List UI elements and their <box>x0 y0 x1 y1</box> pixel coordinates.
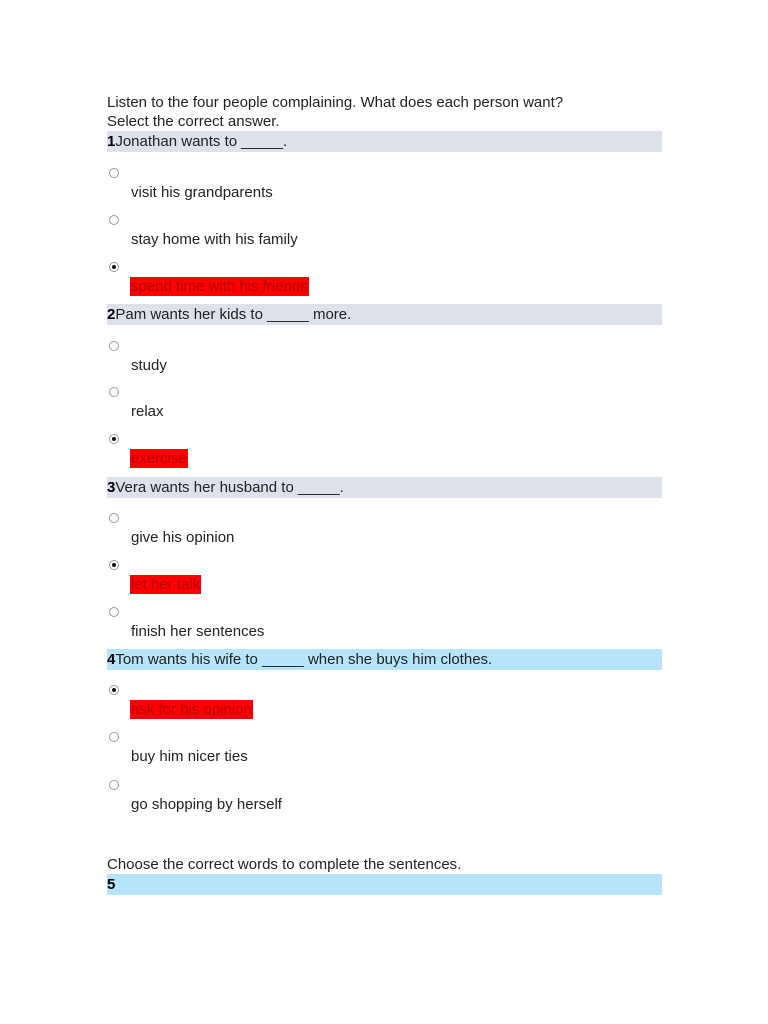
answer-option-selected[interactable] <box>107 560 662 600</box>
answer-option-selected[interactable] <box>107 262 662 302</box>
radio-button-selected[interactable] <box>109 560 119 570</box>
option-label-highlighted: spend time with his friends <box>131 278 308 295</box>
option-label: buy him nicer ties <box>131 748 248 765</box>
radio-button[interactable] <box>109 513 119 523</box>
question-header-2 <box>107 304 662 325</box>
question-prompt: Vera wants her husband to _____. <box>115 479 344 496</box>
option-label: study <box>131 357 167 374</box>
option-label: give his opinion <box>131 529 235 546</box>
question-prompt: Jonathan wants to _____. <box>115 133 288 150</box>
answer-option-selected[interactable] <box>107 685 662 725</box>
instructions <box>107 93 563 131</box>
option-label: stay home with his family <box>131 231 298 248</box>
radio-button[interactable] <box>109 387 119 397</box>
answer-option[interactable] <box>107 341 662 381</box>
answer-option[interactable] <box>107 780 662 820</box>
instructions-line-1: Listen to the four people complaining. What does each person want? <box>107 94 564 111</box>
option-label: relax <box>131 403 164 420</box>
option-label-highlighted: let her talk <box>131 576 201 593</box>
radio-button[interactable] <box>109 780 119 790</box>
question-header-5 <box>107 874 662 895</box>
radio-button[interactable] <box>109 732 119 742</box>
radio-button[interactable] <box>109 607 119 617</box>
answer-option-selected[interactable] <box>107 434 662 474</box>
question-header-3 <box>107 477 662 498</box>
question-number: 4 <box>107 651 116 668</box>
question-prompt: Pam wants her kids to _____ more. <box>115 306 352 323</box>
question-number: 2 <box>107 306 116 323</box>
question-number: 5 <box>107 876 116 893</box>
question-header-1 <box>107 131 662 152</box>
instructions-line-2: Select the correct answer. <box>107 113 280 130</box>
answer-option[interactable] <box>107 607 662 647</box>
question-prompt: Tom wants his wife to _____ when she buys him clothes. <box>115 651 493 668</box>
answer-option[interactable] <box>107 513 662 553</box>
radio-button-selected[interactable] <box>109 685 119 695</box>
section-2-instruction: Choose the correct words to complete the sentences. <box>107 856 462 873</box>
radio-button[interactable] <box>109 341 119 351</box>
option-label: go shopping by herself <box>131 796 282 813</box>
question-number: 1 <box>107 133 116 150</box>
answer-option[interactable] <box>107 732 662 772</box>
question-header-4 <box>107 649 662 670</box>
radio-button[interactable] <box>109 215 119 225</box>
option-label: finish her sentences <box>131 623 265 640</box>
answer-option[interactable] <box>107 387 662 427</box>
option-label-highlighted: ask for his opinion <box>131 701 252 718</box>
option-label: visit his grandparents <box>131 184 273 201</box>
radio-button[interactable] <box>109 168 119 178</box>
question-number: 3 <box>107 479 116 496</box>
radio-button-selected[interactable] <box>109 262 119 272</box>
option-label-highlighted: exercise <box>131 450 187 467</box>
answer-option[interactable] <box>107 168 662 208</box>
radio-button-selected[interactable] <box>109 434 119 444</box>
answer-option[interactable] <box>107 215 662 255</box>
